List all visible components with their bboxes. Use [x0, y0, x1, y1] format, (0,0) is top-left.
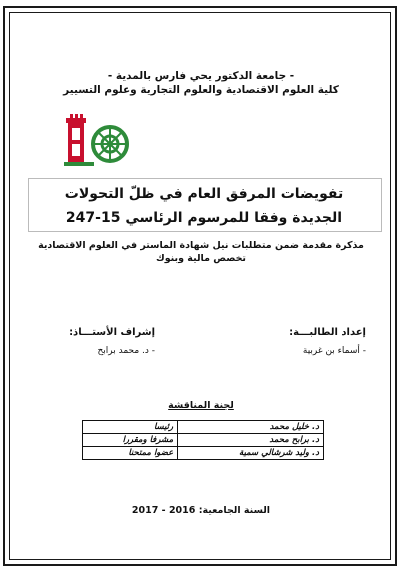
table-row [83, 447, 324, 460]
thesis-title-line2: الجديدة وفقا للمرسوم الرئاسي 15-247 [65, 210, 343, 226]
faculty-name: كلية العلوم الاقتصادية والعلوم التجارية وعلوم التسيير [63, 84, 339, 96]
thesis-description: مذكرة مقدمة ضمن متطلبات نيل شهادة الماستر في العلوم الاقتصادية [38, 240, 364, 251]
student-label: إعداد الطالبـــة: [289, 327, 366, 338]
thesis-title-line1: تفويضات المرفق العام في ظلّ التحولات [64, 186, 344, 202]
committee-title: لجنة المناقشة [168, 400, 234, 411]
committee-table [82, 420, 324, 460]
member-name: د. خليل محمد [178, 421, 324, 434]
supervisor-label: إشراف الأستـــاذ: [69, 327, 155, 338]
member-role: عضوا ممتحنا [83, 447, 178, 460]
university-name: - جامعة الدكتور يحي فارس بالمدية - [107, 70, 295, 82]
student-name: - أسماء بن غربية [302, 346, 366, 356]
table-row [83, 421, 324, 434]
member-name: د. وليد شرشالي سمية [178, 447, 324, 460]
member-role: مشرفا ومقررا [83, 434, 178, 447]
academic-year: السنة الجامعية: 2016 - 2017 [131, 505, 271, 516]
member-role: رئيسا [83, 421, 178, 434]
university-logo-icon [62, 112, 132, 172]
member-name: د. برابح محمد [178, 434, 324, 447]
supervisor-name: - د. محمد برابح [97, 346, 155, 356]
table-row [83, 434, 324, 447]
thesis-specialization: تخصص مالية وبنوك [155, 253, 247, 264]
